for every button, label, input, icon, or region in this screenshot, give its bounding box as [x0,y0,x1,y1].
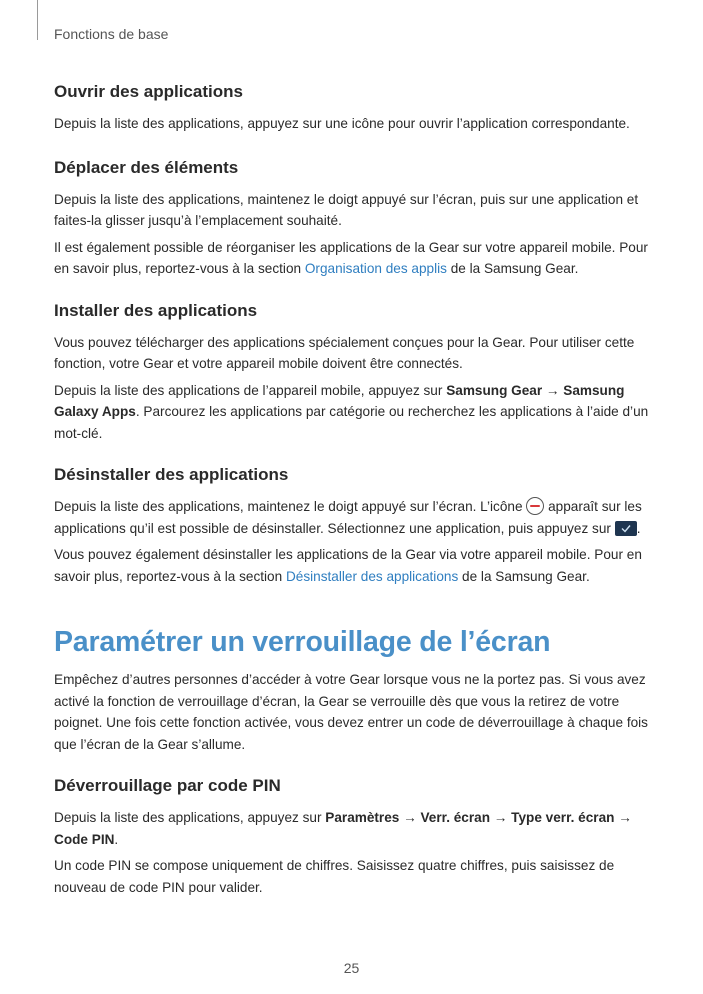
text-run: Depuis la liste des applications, maintenez le doigt appuyé sur l’écran. L’icône [54,499,527,514]
paragraph: Empêchez d’autres personnes d’accéder à votre Gear lorsque vous ne la portez pas. Si vous avez activé la fonction de verrouillage d’écran, la Gear se verrouille dès que vous la retirez de votre poignet. Une fois cette fonction activée, vous devez entrer un code de déverrouillage à chaque fois que l’écran de la Gear s’allume. [54,672,648,752]
text-run: . Parcourez les applications par catégorie ou recherchez les applications à l’aide d’un mot-clé. [54,404,649,441]
text-run: Depuis la liste des applications de l’appareil mobile, appuyez sur [54,382,447,398]
section-screen-lock [54,624,650,755]
section-uninstall-apps [54,463,650,587]
text-run: de la Samsung Gear. [446,261,579,276]
paragraph: Depuis la liste des applications, maintenez le doigt appuyé sur l’écran, puis sur une application et faites-la glisser jusqu’à l’emplacement souhaité. [54,191,639,228]
section-title: Déplacer des éléments [54,157,239,177]
section-title: Désinstaller des applications [54,465,289,484]
paragraph [54,237,650,280]
paragraph [54,496,650,539]
chapter-title: Paramétrer un verrouillage de l’écran [54,626,551,658]
text-run: Il est également possible de réorganiser les applications de la Gear sur votre appareil mobile. Pour en savoir plus, reportez-vous à la section [54,239,648,276]
menu-path: Samsung Gear → Samsung Galaxy Apps [54,382,625,419]
text-run: . [114,831,119,847]
section-title: Installer des applications [54,300,258,320]
organisation-link[interactable]: Organisation des applis [304,261,447,276]
text-run: . [636,520,641,536]
page-header: Fonctions de base [54,26,169,42]
section-open-apps [54,80,650,135]
text-run: de la Samsung Gear. [458,568,590,584]
paragraph [54,380,650,445]
header-divider [37,0,38,40]
paragraph: Depuis la liste des applications, appuyez sur une icône pour ouvrir l’application correspondante. [54,116,630,131]
text-run: Vous pouvez également désinstaller les applications de la Gear via votre appareil mobile. Pour en savoir plus, reportez-vous à la section [54,547,642,584]
section-title: Ouvrir des applications [54,82,243,101]
text-run: Depuis la liste des applications, appuyez sur [54,810,326,825]
paragraph: Un code PIN se compose uniquement de chiffres. Saisissez quatre chiffres, puis saisissez de nouveau de code PIN pour valider. [54,858,615,895]
paragraph [54,544,650,587]
section-title: Déverrouillage par code PIN [54,776,281,795]
section-install-apps [54,299,650,445]
paragraph: Vous pouvez télécharger des applications spécialement conçues pour la Gear. Pour utiliser cette fonction, votre Gear et votre appareil mobile doivent être connectés. [54,334,635,371]
uninstall-link[interactable]: Désinstaller des applications [285,568,459,584]
paragraph [54,807,650,850]
check-icon [615,521,637,536]
menu-path: Paramètres → Verr. écran → Type verr. écran → Code PIN [54,810,632,847]
page-number: 25 [343,960,360,976]
text-run: apparaît sur les applications qu’il est possible de désinstaller. Sélectionnez une application, puis appuyez sur [54,499,642,536]
page-content [54,80,650,903]
section-pin-unlock [54,774,650,898]
section-move-items [54,156,650,280]
remove-icon [526,497,544,515]
